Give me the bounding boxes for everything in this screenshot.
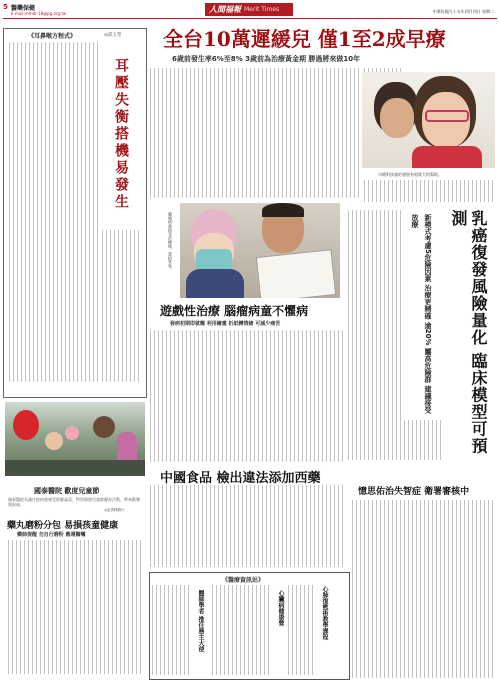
photo-glasses (425, 110, 469, 122)
photo-person (45, 432, 63, 450)
main-headline: 全台10萬遲緩兒 僅1至2成早療 (163, 27, 446, 51)
date-line: 中華民國九十五年四月四日 星期二 (432, 9, 494, 14)
section-label: 醫藥保健 (11, 5, 36, 12)
main-article-text-1 (150, 68, 360, 198)
brain-tumor-subhead: 發病初期即就醫 利用繪畫 折紙轉情緒 可減少痛苦 (170, 321, 281, 327)
breast-cancer-subhead: 新模式考慮5危險因素 治療更精確 逾20% 屬高危險群 建議接受放療 (411, 214, 432, 414)
left-column-text (9, 42, 99, 382)
photo-caption-body: 國泰醫院為讓住院病童感受節慶氣氛，特別舉辦兒童節慶祝活動，帶來歡樂與祝福。 (8, 497, 140, 507)
breast-cancer-headline: 乳癌復發風險量化 臨床模型可預測 (449, 210, 488, 455)
story-heart-text (212, 585, 272, 675)
masthead-logo (205, 3, 293, 16)
masthead-title: 人間福報 (209, 4, 241, 14)
page-header (0, 0, 500, 22)
story-ambassador-headline: 醫師學者 推任務主大使 (197, 590, 204, 653)
photo-child-body (186, 269, 244, 298)
email-text: E-mail:mmdr-18@pg.org.tw (11, 11, 67, 16)
story-cpr-text (288, 585, 316, 675)
food-headline: 中國食品 檢出違法添加西藥 (160, 471, 321, 486)
main-subhead: 6歲前發生率6%至8% 3歲前為治療黃金期 勝過將來做10年 (172, 55, 361, 63)
photo-person (93, 416, 115, 438)
food-article-text (150, 485, 345, 567)
photo-adult-face (380, 98, 414, 138)
left-column-text-lower (102, 230, 140, 382)
photo-person (65, 426, 79, 440)
early-treatment-photo (362, 72, 495, 168)
column-box-title: 《耳鼻喉方程式》 (28, 33, 77, 40)
story-ambassador-text (152, 585, 192, 675)
main-photo-caption: 早療對孩童的發展有相當大的幫助。 (378, 172, 442, 177)
photo-caption-title: 國泰醫院 歡度兒童節 (34, 487, 100, 495)
main-article-text-3 (364, 180, 495, 202)
masthead-sub: Merit Times (244, 6, 280, 13)
breast-cancer-text (348, 210, 403, 460)
childrens-day-photo (5, 402, 145, 476)
header-rule (3, 18, 497, 19)
photo-clothes (412, 146, 482, 168)
brain-tumor-text (150, 330, 345, 462)
photo-drawing (256, 249, 336, 298)
medicine-article-text (8, 540, 142, 674)
story-cpr-headline: 心肺復甦術教學課程 (321, 586, 328, 640)
brain-tumor-headline: 遊戲性治療 腦瘤病童不懼病 (160, 304, 309, 318)
photo-floor (5, 460, 145, 476)
dementia-headline: 憶思佑治失智症 衛署審核中 (358, 487, 470, 497)
photo-credit: ◎記者林照片 (104, 508, 125, 512)
brain-tumor-photo (180, 203, 340, 298)
news-box-title: 《醫療資訊站》 (222, 577, 265, 584)
column-box-author: ◎邱玉瑩 (104, 33, 122, 38)
medicine-subhead: 藥師提醒 勿自行磨粉 應遵醫囑 (17, 532, 86, 538)
page-number: 5 (3, 3, 8, 11)
breast-cancer-text-2 (404, 420, 444, 460)
medicine-headline: 藥丸磨粉分包 易損孩童健康 (7, 521, 119, 531)
story-heart-headline: 心臟病健康營 (277, 590, 284, 626)
photo-mask (196, 249, 232, 271)
dementia-text (352, 500, 495, 678)
photo-adult-hair (262, 203, 304, 217)
brain-photo-side-caption: 腦瘤病童接受治療後，重拾笑容。 (168, 212, 173, 272)
ear-pressure-headline: 耳壓失衡搭機易發生 (113, 58, 129, 211)
photo-person (13, 410, 39, 440)
